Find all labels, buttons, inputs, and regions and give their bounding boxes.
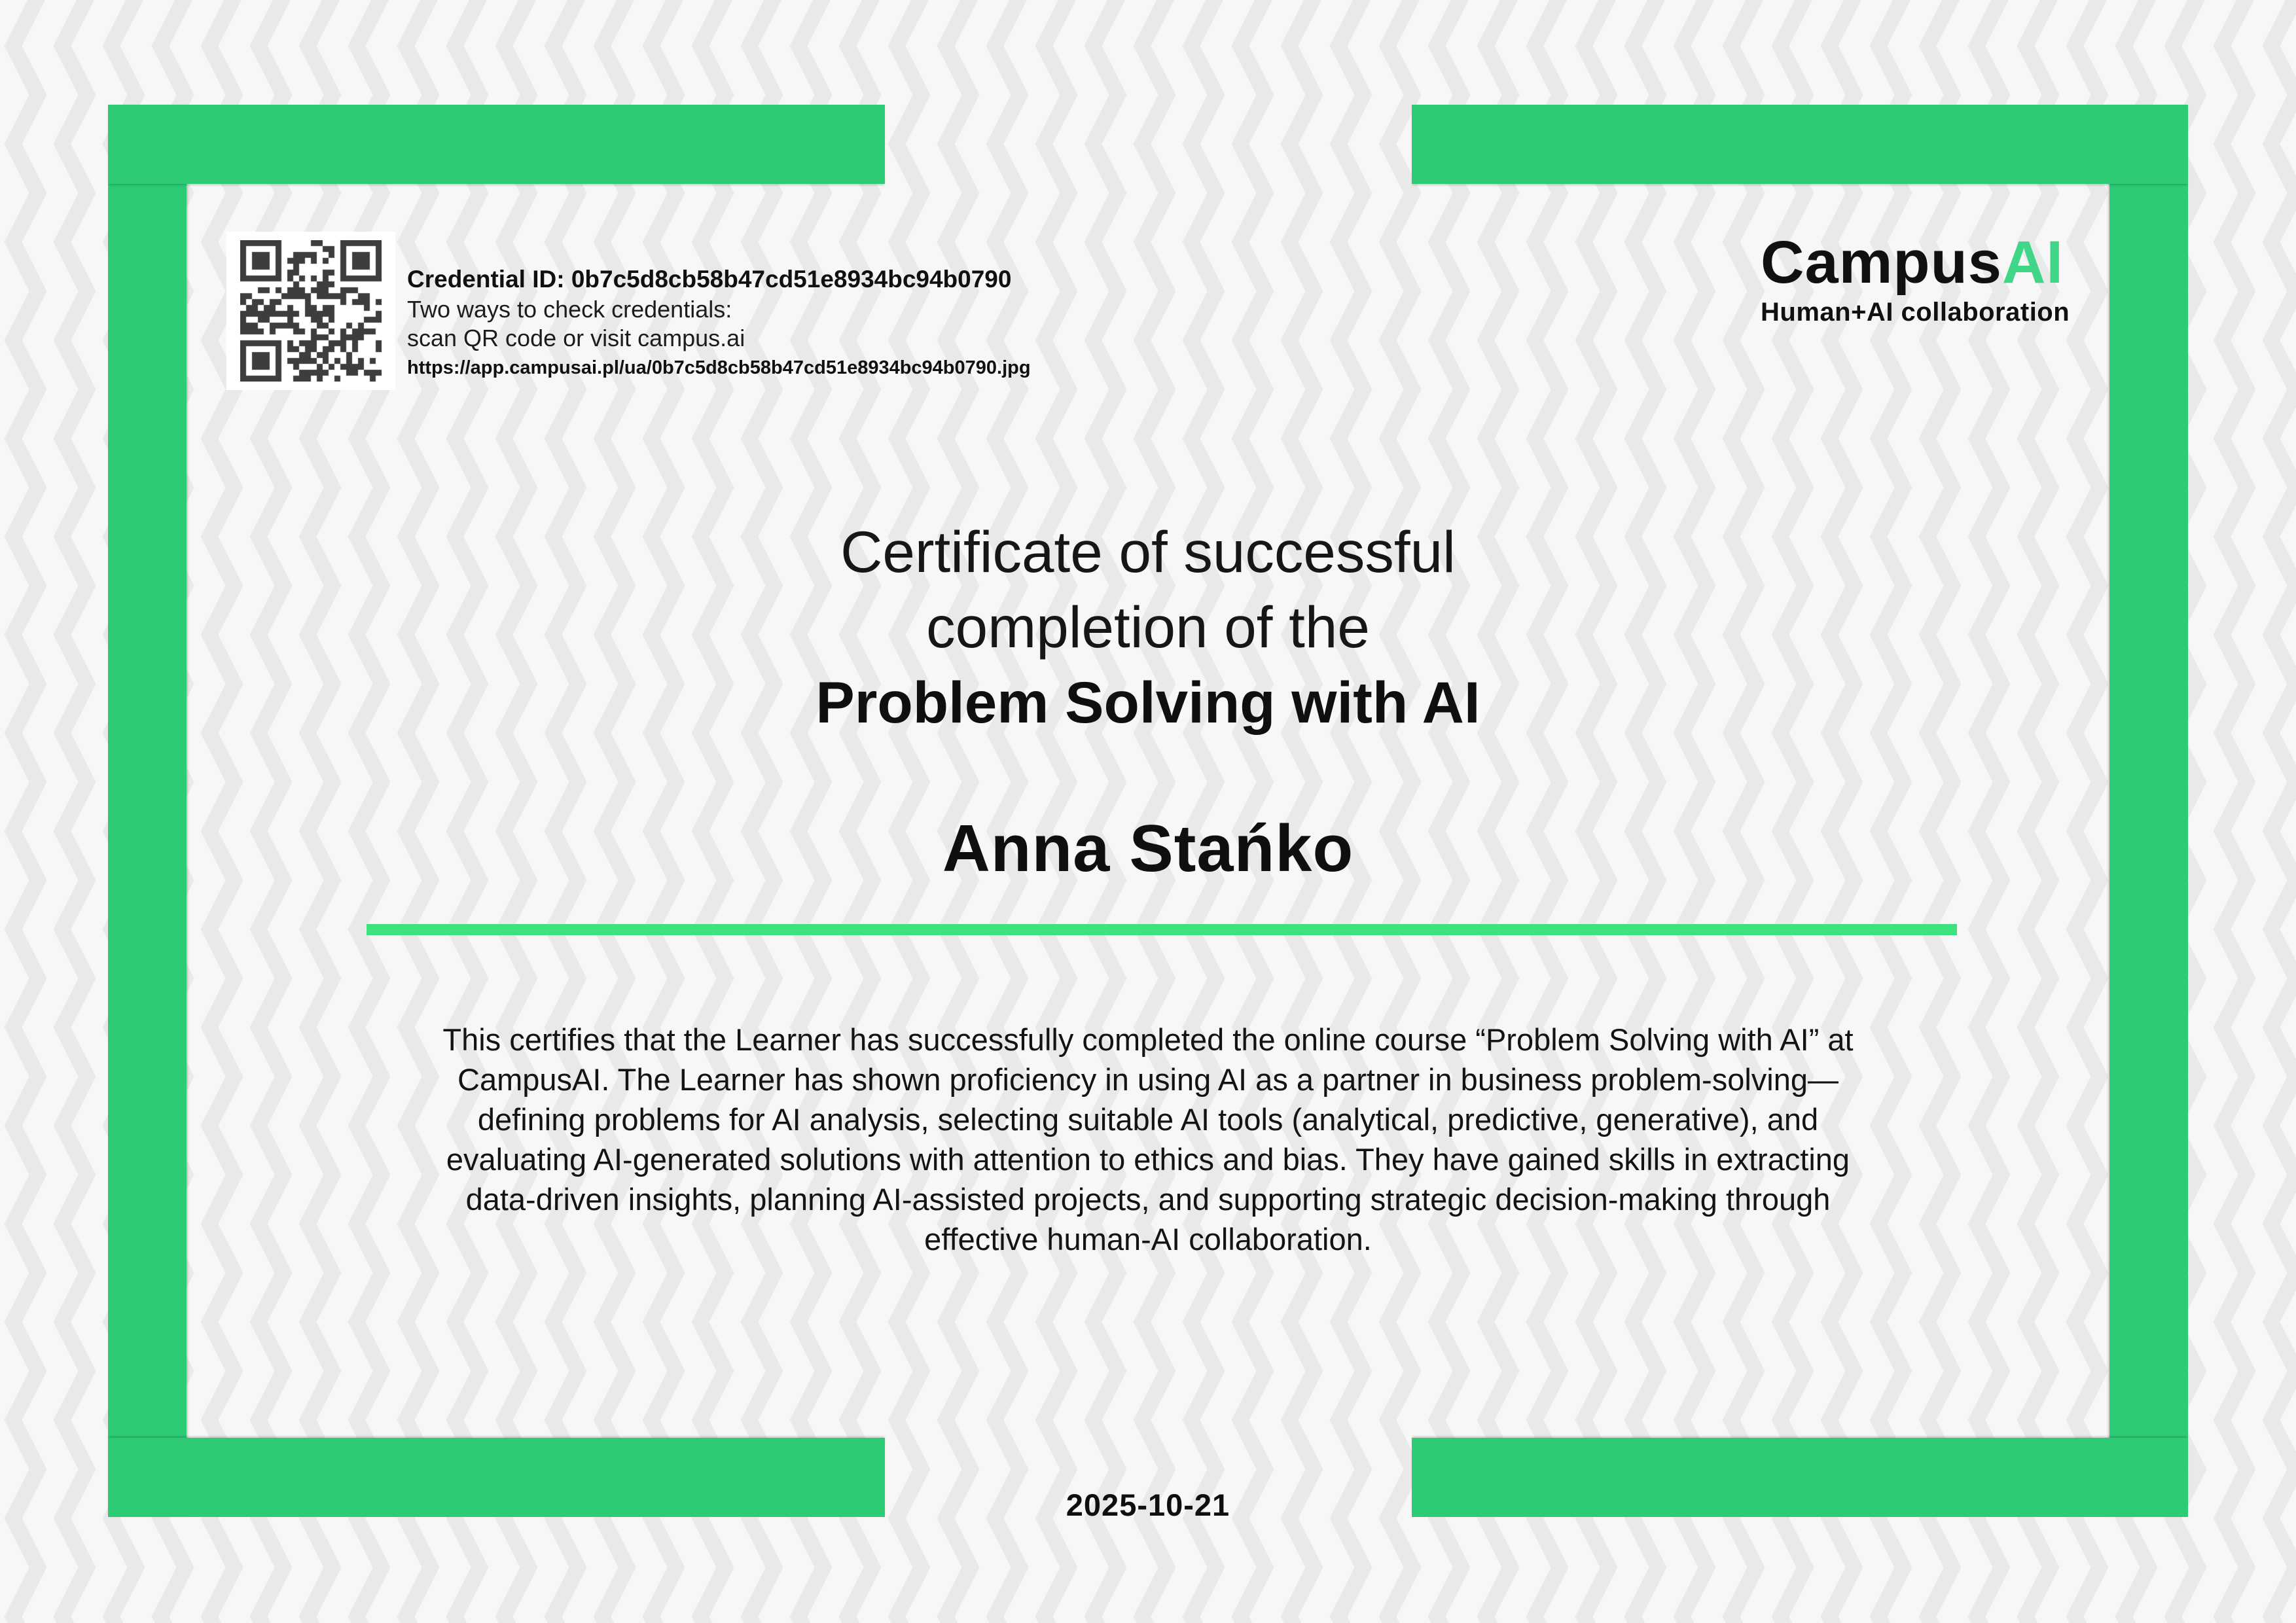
logo-ai-text: AI [2001,229,2064,296]
credential-check-line1: Two ways to check credentials: [407,296,732,323]
credential-id: Credential ID: 0b7c5d8cb58b47cd51e8934bc94b0790 [407,266,1012,293]
qr-code-panel [226,232,395,390]
title-line1: Certificate of successful [840,519,1456,584]
course-title: Problem Solving with AI [816,669,1480,735]
credential-block [407,266,1127,380]
credential-check-line2: scan QR code or visit campus.ai [407,325,745,351]
logo-campus-text: Campus [1761,229,2002,296]
certificate-body-text: This certifies that the Learner has successfully completed the online course “Problem Solving with AI” at CampusAI. The Learner has shown proficiency in using AI as a partner in business problem-solving—defining problems for AI analysis, selecting suitable AI tools (analytical, predictive, generative), and evaluating AI-generated solutions with attention to ethics and bias. They have gained skills in extracting data-driven insights, planning AI-assisted projects, and supporting strategic decision-making through effective human-AI collaboration. [442,1022,1854,1257]
logo-tagline: Human+AI collaboration [1761,298,2070,327]
divider-line [367,924,1957,935]
issue-date: 2025-10-21 [1066,1488,1230,1522]
qr-code [240,240,382,382]
frame-bar-top-left [108,105,885,184]
frame-bar-left [108,105,187,1517]
title-line2: completion of the [926,594,1370,660]
campusai-logo [1761,230,2153,327]
certificate-title [0,514,2296,740]
recipient-name: Anna Stańko [942,812,1354,885]
credential-url: https://app.campusai.pl/ua/0b7c5d8cb58b47cd51e8934bc94b0790.jpg [407,357,1031,378]
frame-bar-top-right [1412,105,2188,184]
logo-wordmark [1761,230,2153,294]
